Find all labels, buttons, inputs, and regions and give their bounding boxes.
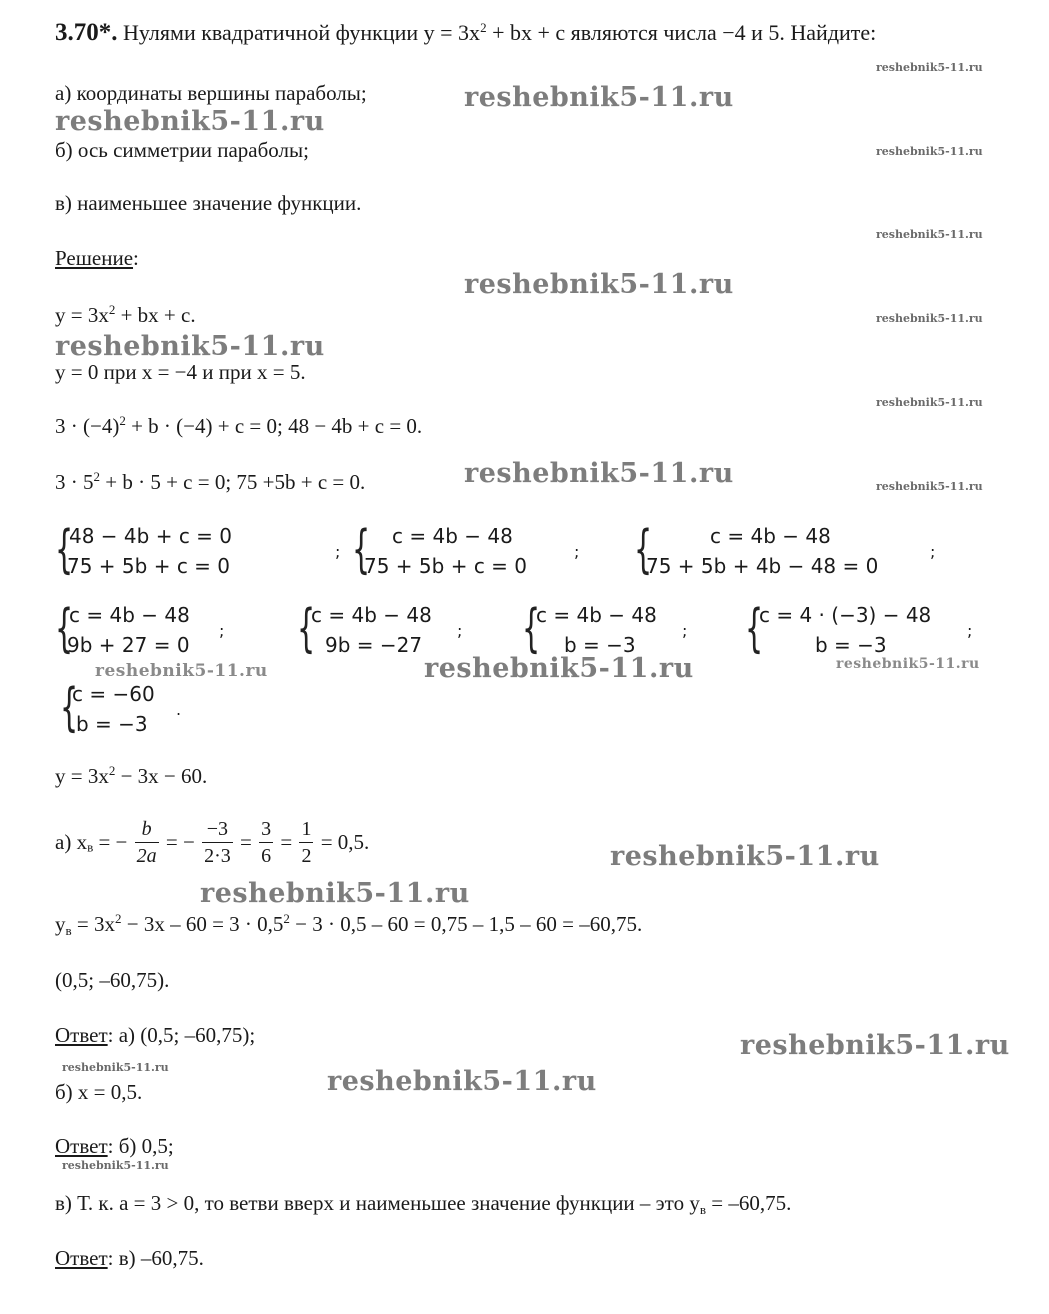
watermark: reshebnik5-11.ru xyxy=(424,653,694,684)
system-5: { c = 4b − 48 9b = −27 ; xyxy=(297,599,463,659)
watermark: reshebnik5-11.ru xyxy=(95,661,268,681)
system-7: { c = 4 · (−3) − 48 b = −3 ; xyxy=(745,599,973,659)
minimum-explanation: в) Т. к. a = 3 > 0, то ветви вверх и наименьшее значение функции – это $y_в = -60,75$. xyxy=(55,1191,792,1217)
axis-line: б) x = 0,5. xyxy=(55,1080,143,1104)
answer-a: Ответ: а) (0,5; –60,75); xyxy=(55,1023,256,1047)
watermark: reshebnik5-11.ru xyxy=(876,61,983,74)
system-3: { c = 4b − 48 75 + 5b + 4b − 48 = 0 ; xyxy=(634,520,936,580)
resulting-function: $y = 3x^2 - 3x - 60$. xyxy=(55,763,208,788)
watermark: reshebnik5-11.ru xyxy=(55,331,325,362)
fraction-1-over-2: $\frac{1}{2}$ xyxy=(301,818,312,867)
brace-icon: { xyxy=(297,599,316,659)
watermark: reshebnik5-11.ru xyxy=(876,145,983,158)
watermark: reshebnik5-11.ru xyxy=(876,396,983,409)
watermark: reshebnik5-11.ru xyxy=(876,480,983,493)
watermark: reshebnik5-11.ru xyxy=(464,269,734,300)
system-6: { c = 4b − 48 b = −3 ; xyxy=(522,599,688,659)
item-c: в) наименьшее значение функции. xyxy=(55,191,362,215)
brace-icon: { xyxy=(60,678,79,738)
equation-general: $y = 3x^2$ + bx + c. xyxy=(55,302,196,327)
item-a: а) координаты вершины параболы; xyxy=(55,81,367,105)
fraction-3-over-6: $\frac{3}{6}$ xyxy=(261,818,272,867)
substitution-5: $3 \cdot 5^2 + b \cdot 5 + c = 0$; 75 +5b + c = 0. xyxy=(55,469,366,494)
watermark: reshebnik5-11.ru xyxy=(62,1159,169,1172)
fraction-minus3-over-6: $\frac{-3}{2\cdot 3}$ xyxy=(204,818,231,867)
item-b: б) ось симметрии параболы; xyxy=(55,138,309,162)
y-vertex-formula: $y_в = 3x^2 - 3x - 60 = 3 \cdot 0,5^2 - 3 \cdot 0,5 - 60 = 0,75 - 1,5 - 60 = -60,75$. xyxy=(55,911,643,938)
problem-number: 3.70*. xyxy=(55,19,118,46)
statement-pre: Нулями квадратичной функции y = 3x xyxy=(123,20,481,45)
statement-post: + bx + c являются числа −4 и 5. Найдите: xyxy=(486,20,877,45)
brace-icon: { xyxy=(55,520,74,580)
brace-icon: { xyxy=(55,599,74,659)
solution-heading: Решение: xyxy=(55,246,139,270)
watermark: reshebnik5-11.ru xyxy=(464,458,734,489)
watermark: reshebnik5-11.ru xyxy=(200,878,470,909)
vertex-point: (0,5; –60,75). xyxy=(55,968,170,992)
watermark: reshebnik5-11.ru xyxy=(876,228,983,241)
watermark: reshebnik5-11.ru xyxy=(836,656,980,672)
answer-b: Ответ: б) 0,5; xyxy=(55,1134,174,1158)
x-vertex-formula: а) $x_в$ = − $\frac{b}{2a}$ = − $\frac{-3}{2\cdot 3}$ = $\frac{3}{6}$ = $\frac{1}{2}$ = 0,5. xyxy=(55,818,370,867)
system-1: { 48 − 4b + c = 0 75 + 5b + c = 0 ; xyxy=(55,520,341,580)
zeros-line: y = 0 при x = −4 и при x = 5. xyxy=(55,360,306,384)
brace-icon: { xyxy=(745,599,764,659)
brace-icon: { xyxy=(352,520,371,580)
brace-icon: { xyxy=(522,599,541,659)
watermark: reshebnik5-11.ru xyxy=(610,841,880,872)
watermark: reshebnik5-11.ru xyxy=(876,312,983,325)
brace-icon: { xyxy=(634,520,653,580)
problem-statement: 3.70*. Нулями квадратичной функции $y = 3x^2$ + bx + c являются числа −4 и 5. Найдите: xyxy=(55,19,877,46)
watermark: reshebnik5-11.ru xyxy=(327,1066,597,1097)
system-final: { c = −60 b = −3 . xyxy=(60,678,182,738)
watermark: reshebnik5-11.ru xyxy=(740,1030,1010,1061)
answer-c: Ответ: в) –60,75. xyxy=(55,1246,204,1270)
watermark: reshebnik5-11.ru xyxy=(62,1061,169,1074)
substitution-minus4: $3 \cdot (-4)^2 + b \cdot (-4) + c = 0$; 48 − 4b + c = 0. xyxy=(55,413,423,438)
fraction-b-over-2a: $\frac{b}{2a}$ xyxy=(136,818,157,867)
system-2: { c = 4b − 48 75 + 5b + c = 0 ; xyxy=(352,520,580,580)
watermark: reshebnik5-11.ru xyxy=(55,106,325,137)
system-4: { c = 4b − 48 9b + 27 = 0 ; xyxy=(55,599,225,659)
watermark: reshebnik5-11.ru xyxy=(464,82,734,113)
